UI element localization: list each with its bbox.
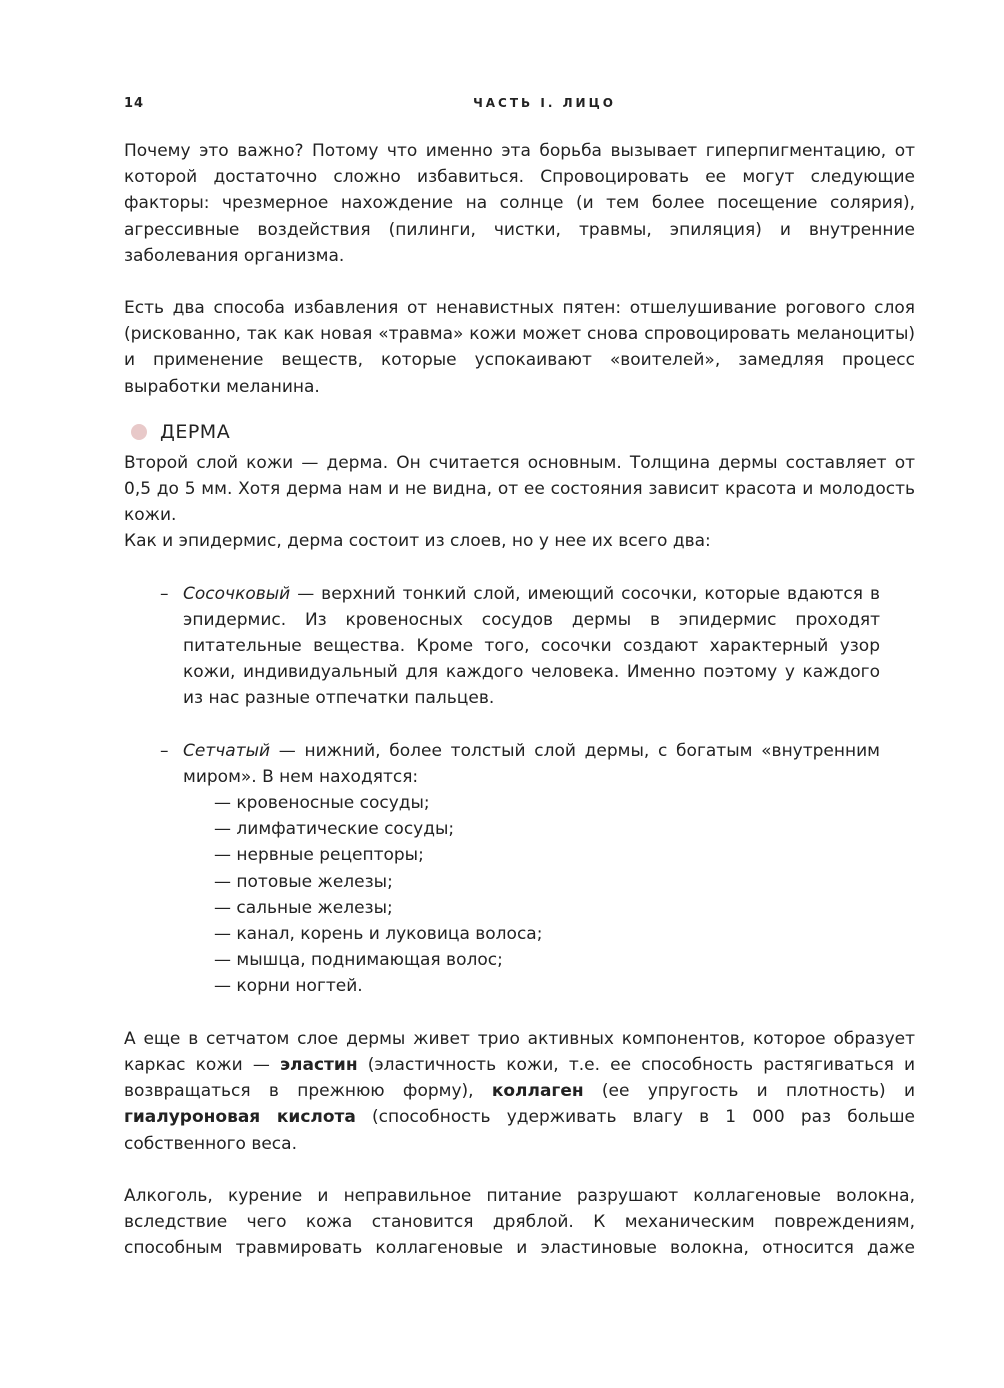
- p3-text-c: (эластичность кожи, т.е. ее способность растягиваться и возвращаться в прежнюю форму),: [124, 1054, 915, 1102]
- running-head: ЧАСТЬ I. ЛИЦО: [473, 96, 616, 110]
- list-item: — кровеносные сосуды;: [214, 793, 430, 814]
- papillary-description: — верхний тонкий слой, имеющий сосочки, которые вдаются в эпидермис. Из кровеносных сосудов дермы в эпидермис проходят питательные вещества. Кроме того, сосочки создают характерный узор кожи, индивидуальный для каждого человека. Именно поэтому у каждого из нас разные отпечатки пальцев.: [183, 583, 880, 709]
- list-item: — корни ногтей.: [214, 976, 363, 997]
- section-title: ДЕРМА: [160, 420, 231, 443]
- p3-text-e: (способность удерживать влагу в 1 000 раз больше собственного веса.: [124, 1107, 915, 1154]
- list-item: — потовые железы;: [214, 871, 393, 892]
- term-collagen: коллаген: [491, 1081, 584, 1102]
- p3-text-a: А еще в сетчатом слое дермы живет трио активных компонентов, которое образует каркас кожи —: [124, 1028, 915, 1075]
- section-bullet-icon: [131, 424, 147, 440]
- dash-mark: –: [160, 740, 169, 761]
- section-intro-2: Как и эпидермис, дерма состоит из слоев, но у нее их всего два:: [124, 531, 711, 552]
- paragraph-4: Алкоголь, курение и неправильное питание разрушают коллагеновые волокна, вследствие чего кожа становится дряблой. К механическим повреждениям, способным травмировать коллагеновые и эластиновые волокна, относится даже: [124, 1185, 915, 1259]
- paragraph-2: Есть два способа избавления от ненавистных пятен: отшелушивание рогового слоя (рискованно, так как новая «травма» кожи может снова спровоцировать меланоциты) и применение веществ, которые успокаивают «воителей», замедляя процесс выработки меланина.: [124, 298, 915, 397]
- paragraph-1: Почему это важно? Потому что именно эта борьба вызывает гиперпигментацию, от которой достаточно сложно избавиться. Спровоцировать ее могут следующие факторы: чрезмерное нахождение на солнце (и тем более посещение солярия), агрессивные воздействия (пилинги, чистки, травмы, эпиляция) и внутренние заболевания организма.: [124, 141, 915, 266]
- list-item: — мышца, поднимающая волос;: [214, 950, 503, 971]
- page-header: [124, 96, 915, 114]
- dash-mark: –: [160, 583, 169, 604]
- term-elastin: эластин: [279, 1054, 358, 1075]
- term-reticular: Сетчатый: [183, 740, 271, 761]
- list-item: — нервные рецепторы;: [214, 845, 424, 866]
- layer-list: [124, 581, 915, 790]
- reticular-description: — нижний, более толстый слой дермы, с богатым «внутренним миром». В нем находятся:: [183, 740, 880, 787]
- list-item-reticular: [124, 738, 915, 790]
- p3-text-d: (ее упругость и плотность) и: [583, 1081, 915, 1102]
- paragraph-3: [124, 1026, 915, 1157]
- list-item: — сальные железы;: [214, 897, 393, 918]
- section-heading: [124, 418, 915, 446]
- page-number: 14: [124, 96, 145, 111]
- page-body: [124, 138, 915, 1261]
- term-papillary: Сосочковый: [183, 583, 291, 604]
- reticular-sublist: [124, 790, 915, 1000]
- section-intro-1: Второй слой кожи — дерма. Он считается основным. Толщина дермы составляет от 0,5 до 5 мм. Хотя дерма нам и не видна, от ее состояния зависит красота и молодость кожи.: [124, 452, 915, 526]
- list-item: — канал, корень и луковица волоса;: [214, 924, 543, 945]
- term-hyaluronic-acid: гиалуроновая кислота: [124, 1107, 356, 1128]
- list-item: — лимфатические сосуды;: [214, 819, 455, 840]
- list-item-papillary: [124, 581, 915, 712]
